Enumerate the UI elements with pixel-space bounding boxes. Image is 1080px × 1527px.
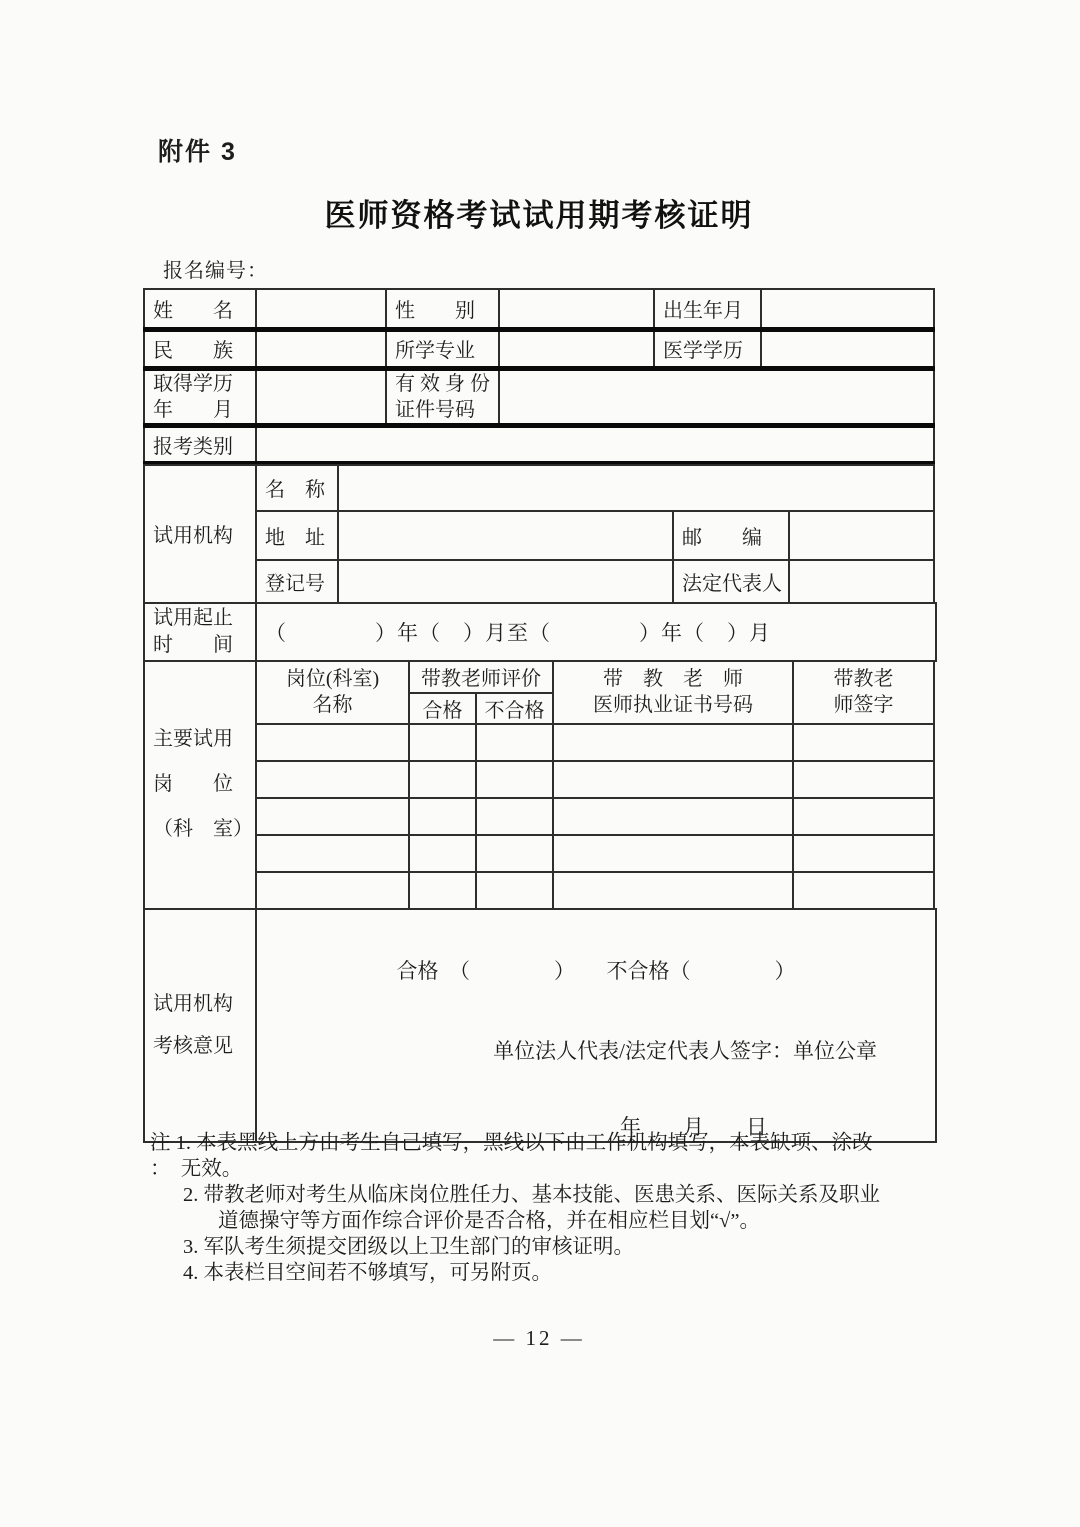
note-line: 注 1. 本表黑线上方由考生自己填写，黑线以下由工作机构填写，本表缺项、涂改 (150, 1132, 873, 1154)
page-number: — 12 — (493, 1326, 585, 1350)
positions-section-label-line3: （科 室） (153, 818, 253, 840)
note-line: 4. 本表栏目空间若不够填写，可另附页。 (183, 1262, 552, 1284)
period-label (144, 603, 256, 661)
gender-label: 性 别 (386, 289, 499, 329)
period-label-line2: 时 间 (153, 633, 233, 656)
gender-field (499, 289, 654, 329)
institution-name-label: 名 称 (256, 465, 338, 511)
col-header-position-name-line1: 岗位(科室) (285, 668, 380, 690)
period-label-line1: 试用起止 (153, 606, 233, 629)
fail-cell (476, 835, 553, 872)
cert-number-cell (553, 724, 793, 761)
assessment-result-line: 合格 （ ） 不合格（ ） (396, 958, 796, 983)
signature-cell (793, 835, 934, 872)
education-label: 医学学历 (654, 329, 761, 368)
postcode-field (789, 511, 934, 560)
col-header-signature-line1: 带教老 (833, 668, 894, 690)
note-line: 道德操守等方面作综合评价是否合格，并在相应栏目划“√”。 (218, 1210, 760, 1232)
row-exam-category (144, 425, 934, 463)
education-field (761, 329, 934, 368)
ethnicity-field (256, 329, 386, 368)
id-number-field (499, 368, 934, 425)
positions-section-label (144, 661, 256, 909)
signature-cell (793, 872, 934, 909)
row-institution-regno (144, 560, 934, 603)
exam-category-field (256, 425, 934, 463)
fail-cell (476, 798, 553, 835)
fail-cell (476, 872, 553, 909)
signature-cell (793, 798, 934, 835)
col-header-cert-number-line2: 医师执业证书号码 (593, 694, 753, 716)
col-header-pass: 合格 (409, 693, 476, 724)
note-line: ： 无效。 (150, 1158, 243, 1180)
positions-section-label-line1: 主要试用 (153, 728, 233, 750)
col-header-cert-number (553, 661, 793, 724)
pass-cell (409, 724, 476, 761)
period-table (143, 602, 937, 662)
position-name-cell (256, 798, 409, 835)
assessment-content (256, 909, 936, 1142)
positions-data-row (144, 872, 934, 909)
institution-name-field (338, 465, 934, 511)
edu-date-label-line2: 年 月 (153, 398, 233, 421)
row-assessment (144, 909, 936, 1142)
edu-date-label (144, 368, 256, 425)
note-line: 3. 军队考生须提交团级以上卫生部门的审核证明。 (183, 1236, 634, 1258)
institution-regno-field (338, 560, 673, 603)
birth-label: 出生年月 (654, 289, 761, 329)
ethnicity-label: 民 族 (144, 329, 256, 368)
pass-cell (409, 835, 476, 872)
legal-rep-field (789, 560, 934, 603)
pass-cell (409, 798, 476, 835)
birth-field (761, 289, 934, 329)
assessment-table (143, 908, 937, 1143)
institution-section-label: 试用机构 (144, 465, 256, 603)
pass-cell (409, 761, 476, 798)
cert-number-cell (553, 798, 793, 835)
col-header-evaluation: 带教老师评价 (409, 661, 553, 693)
name-field (256, 289, 386, 329)
assessment-date-line: 年 月 日 (620, 1114, 767, 1139)
assessment-section-label-line2: 考核意见 (153, 1035, 233, 1057)
note-line: 2. 带教老师对考生从临床岗位胜任力、基本技能、医患关系、医际关系及职业 (183, 1184, 880, 1206)
institution-address-label: 地 址 (256, 511, 338, 560)
attachment-label: 附件 3 (158, 138, 237, 166)
position-name-cell (256, 761, 409, 798)
cert-number-cell (553, 835, 793, 872)
position-name-cell (256, 724, 409, 761)
signature-cell (793, 761, 934, 798)
positions-data-row (144, 835, 934, 872)
basic-info-table (143, 288, 935, 466)
institution-regno-label: 登记号 (256, 560, 338, 603)
exam-category-label: 报考类别 (144, 425, 256, 463)
cert-number-cell (553, 761, 793, 798)
row-name-gender-birth (144, 289, 934, 329)
position-name-cell (256, 872, 409, 909)
pass-cell (409, 872, 476, 909)
form-title: 医师资格考试试用期考核证明 (324, 198, 754, 233)
assessment-section-label (144, 909, 256, 1142)
id-number-label-line1: 有 效 身 份 (395, 372, 490, 395)
col-header-position-name-line2: 名称 (312, 694, 353, 716)
edu-date-field (256, 368, 386, 425)
institution-table (143, 464, 935, 604)
row-institution-name (144, 465, 934, 511)
registration-number-label: 报名编号： (163, 260, 268, 282)
signature-cell (793, 724, 934, 761)
positions-data-row (144, 724, 934, 761)
positions-data-row (144, 798, 934, 835)
positions-header-row1 (144, 661, 934, 693)
edu-date-label-line1: 取得学历 (153, 372, 233, 395)
cert-number-cell (553, 872, 793, 909)
row-ethnicity-major-education (144, 329, 934, 368)
row-institution-address (144, 511, 934, 560)
name-label: 姓 名 (144, 289, 256, 329)
row-edudate-id (144, 368, 934, 425)
fail-cell (476, 724, 553, 761)
postcode-label: 邮 编 (673, 511, 789, 560)
assessment-signature-line: 单位法人代表/法定代表人签字：单位公章 (493, 1038, 877, 1063)
form-table (143, 288, 935, 1143)
fail-cell (476, 761, 553, 798)
period-value: （ ）年（ ）月至（ ）年（ ）月 (256, 603, 936, 661)
institution-address-field (338, 511, 673, 560)
position-name-cell (256, 835, 409, 872)
assessment-section-label-line1: 试用机构 (153, 993, 233, 1015)
col-header-signature-line2: 师签字 (833, 694, 894, 716)
legal-rep-label: 法定代表人 (673, 560, 789, 603)
id-number-label (386, 368, 499, 425)
positions-table (143, 660, 935, 910)
col-header-position-name (256, 661, 409, 724)
notes-block (143, 1130, 953, 1286)
col-header-cert-number-line1: 带 教 老 师 (603, 668, 743, 690)
major-label: 所学专业 (386, 329, 499, 368)
major-field (499, 329, 654, 368)
col-header-fail: 不合格 (476, 693, 553, 724)
positions-data-row (144, 761, 934, 798)
col-header-signature (793, 661, 934, 724)
row-period (144, 603, 936, 661)
positions-section-label-line2: 岗 位 (153, 773, 233, 795)
id-number-label-line2: 证件号码 (395, 398, 475, 421)
